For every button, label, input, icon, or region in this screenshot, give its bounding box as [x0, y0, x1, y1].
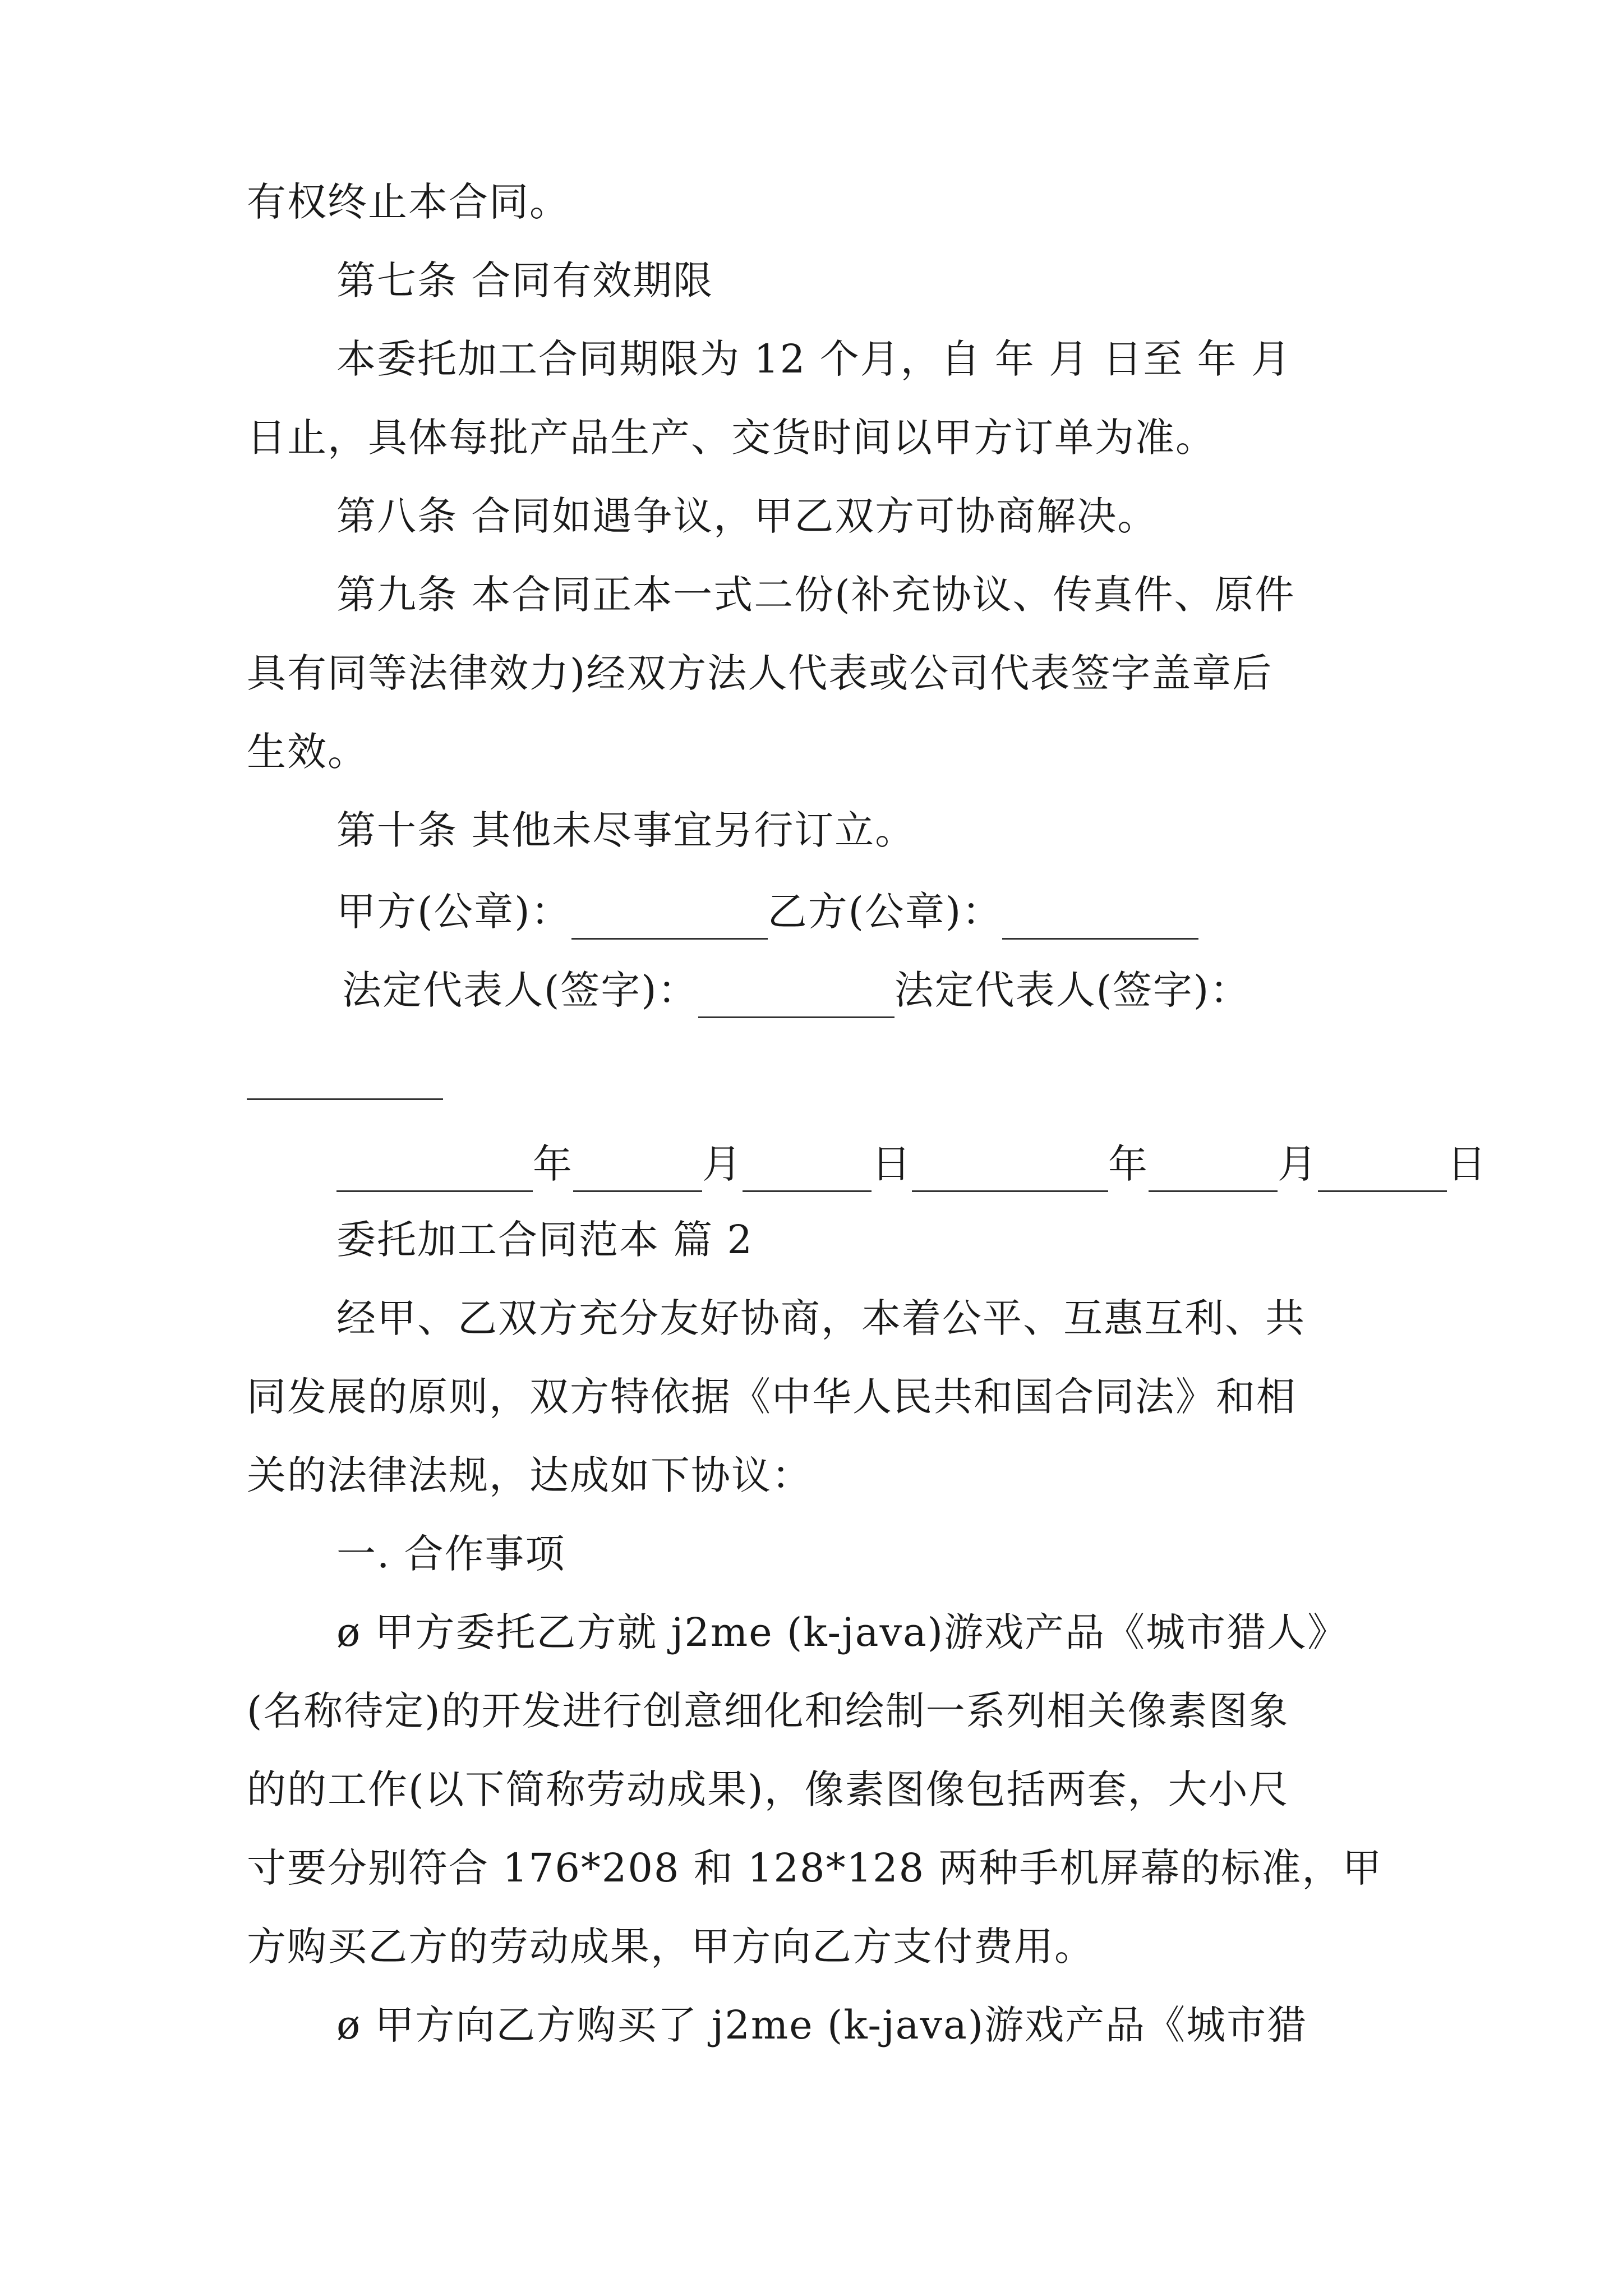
- party-a-seal-label: 甲方(公章)：: [336, 889, 571, 935]
- party-b-rep-blank: [247, 1098, 443, 1100]
- month-unit: 月: [1278, 1141, 1318, 1187]
- paragraph-line: 第九条 本合同正本一式二份(补充协议、传真件、原件: [336, 572, 1295, 618]
- party-a-rep-label: 法定代表人(签字)：: [342, 967, 698, 1013]
- year-blank: [336, 1150, 533, 1192]
- party-b-seal-label: 乙方(公章)：: [767, 889, 1003, 935]
- day-blank: [743, 1150, 872, 1192]
- year-unit: 年: [533, 1141, 573, 1187]
- paragraph-line: 关的法律法规，达成如下协议：: [247, 1452, 812, 1498]
- year-blank: [912, 1150, 1108, 1192]
- bullet-line: ø 甲方委托乙方就 j2me (k-java)游戏产品《城市猎人》: [336, 1609, 1348, 1655]
- party-a-rep-blank: [698, 976, 895, 1018]
- party-a-seal-blank: [571, 898, 768, 940]
- party-b-rep-label: 法定代表人(签字)：: [894, 967, 1251, 1013]
- section-title: 委托加工合同范本 篇 2: [336, 1217, 754, 1263]
- paragraph-line: 同发展的原则，双方特依据《中华人民共和国合同法》和相: [247, 1374, 1297, 1420]
- bullet-line: ø 甲方向乙方购买了 j2me (k-java)游戏产品《城市猎: [336, 2002, 1308, 2048]
- month-unit: 月: [702, 1141, 743, 1187]
- paragraph-line: 第八条 合同如遇争议，甲乙双方可协商解决。: [336, 493, 1158, 539]
- paragraph-line: 生效。: [247, 729, 368, 775]
- article-heading: 第七条 合同有效期限: [336, 257, 714, 303]
- section-heading: 一. 合作事项: [336, 1531, 566, 1577]
- month-blank: [1149, 1150, 1278, 1192]
- day-blank: [1318, 1150, 1447, 1192]
- paragraph-line: (名称待定)的开发进行创意细化和绘制一系列相关像素图象: [247, 1688, 1289, 1734]
- day-unit: 日: [872, 1141, 912, 1187]
- seal-line: [336, 884, 1198, 940]
- paragraph-line: 的的工作(以下简称劳动成果)，像素图像包括两套，大小尺: [247, 1766, 1289, 1812]
- paragraph-line: 方购买乙方的劳动成果，甲方向乙方支付费用。: [247, 1924, 1095, 1970]
- day-unit: 日: [1447, 1141, 1487, 1187]
- paragraph-line: 第十条 其他未尽事宜另行订立。: [336, 807, 916, 853]
- paragraph-line: 本委托加工合同期限为 12 个月，自 年 月 日至 年 月: [336, 336, 1292, 382]
- paragraph-line: 日止，具体每批产品生产、交货时间以甲方订单为准。: [247, 415, 1216, 461]
- year-unit: 年: [1108, 1141, 1149, 1187]
- month-blank: [573, 1150, 702, 1192]
- date-line: [336, 1136, 1487, 1192]
- paragraph-line: 有权终止本合同。: [247, 179, 570, 225]
- party-b-seal-blank: [1002, 898, 1198, 940]
- paragraph-line: 具有同等法律效力)经双方法人代表或公司代表签字盖章后: [247, 650, 1273, 696]
- paragraph-line: 经甲、乙双方充分友好协商，本着公平、互惠互利、共: [336, 1295, 1306, 1341]
- paragraph-line: 寸要分别符合 176*208 和 128*128 两种手机屏幕的标准，甲: [247, 1845, 1383, 1891]
- representative-line: [342, 962, 1250, 1018]
